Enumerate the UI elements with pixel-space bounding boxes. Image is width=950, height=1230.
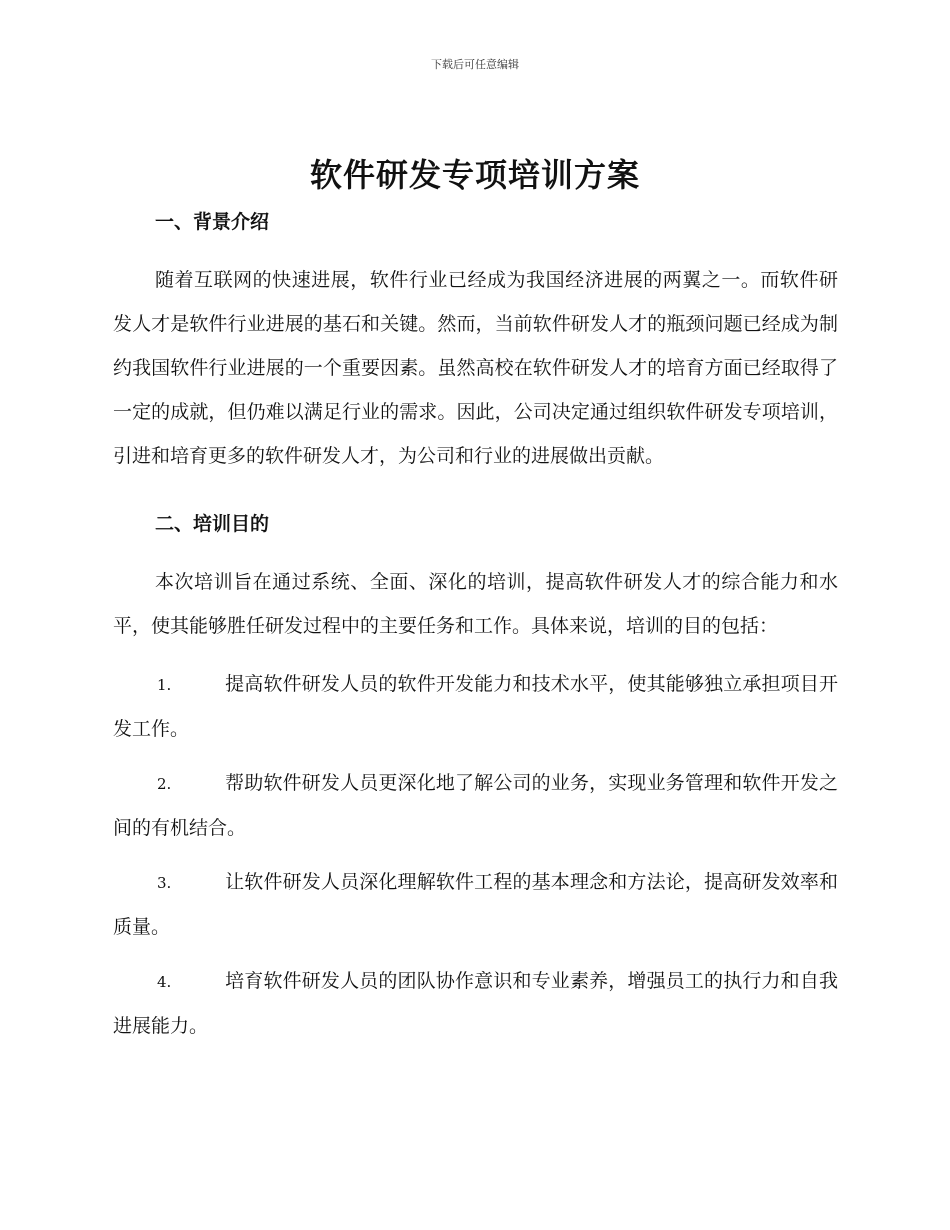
section-heading-background: 一、背景介绍 [155,211,270,233]
list-item-text: 让软件研发人员深化理解软件工程的基本理念和方法论，提高研发效率和质量。 [113,871,838,938]
list-item [113,860,838,949]
list-item-number: 4. [157,973,172,991]
list-item [113,761,838,850]
document-title: 软件研发专项培训方案 [309,156,640,194]
document-body [113,200,838,1048]
list-item-text: 帮助软件研发人员更深化地了解公司的业务，实现业务管理和软件开发之间的有机结合。 [113,772,838,839]
list-item [113,662,838,751]
section-heading-purpose: 二、培训目的 [155,513,270,535]
page-header-note: 下载后可任意编辑 [431,58,519,71]
list-item-text: 培育软件研发人员的团队协作意识和专业素养，增强员工的执行力和自我进展能力。 [113,970,838,1037]
list-item-number: 3. [157,874,172,892]
list-item [113,959,838,1048]
section-paragraph-purpose: 本次培训旨在通过系统、全面、深化的培训，提高软件研发人才的综合能力和水平，使其能够胜任研发过程中的主要任务和工作。具体来说，培训的目的包括： [113,571,838,637]
section-paragraph-background: 随着互联网的快速进展，软件行业已经成为我国经济进展的两翼之一。而软件研发人才是软件行业进展的基石和关键。然而，当前软件研发人才的瓶颈问题已经成为制约我国软件行业进展的一个重要因素。虽然高校在软件研发人才的培育方面已经取得了一定的成就，但仍难以满足行业的需求。因此，公司决定通过组织软件研发专项培训，引进和培育更多的软件研发人才，为公司和行业的进展做出贡献。 [113,269,838,467]
list-item-number: 2. [157,775,172,793]
list-item-text: 提高软件研发人员的软件开发能力和技术水平，使其能够独立承担项目开发工作。 [113,673,838,740]
list-item-number: 1. [157,676,172,694]
